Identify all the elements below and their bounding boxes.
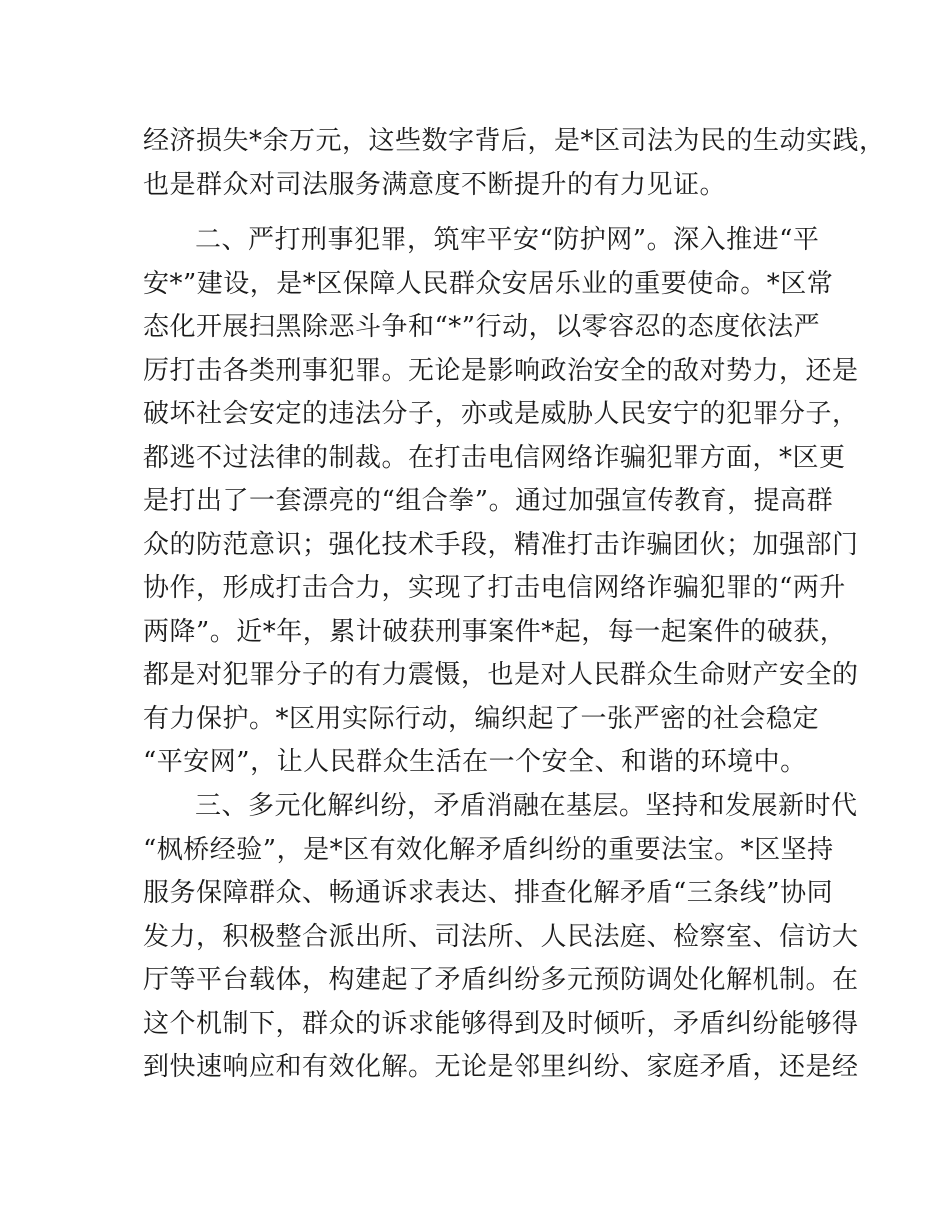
paragraph-line: 厉打击各类刑事犯罪。无论是影响政治安全的敌对势力，还是 — [143, 355, 859, 386]
paragraph-1 — [143, 120, 886, 207]
paragraph-2 — [143, 219, 859, 785]
paragraph-line: 到快速响应和有效化解。无论是邻里纠纷、家庭矛盾，还是经 — [143, 1052, 859, 1082]
paragraph-line: 二、严打刑事犯罪，筑牢平安“防护网”。深入推进“平 — [195, 225, 820, 255]
paragraph-line: 安*”建设，是*区保障人民群众安居乐业的重要使命。*区常 — [143, 268, 834, 299]
paragraph-line: “平安网”，让人民群众生活在一个安全、和谐的环境中。 — [143, 747, 807, 777]
paragraph-line: 态化开展扫黑除恶斗争和“*”行动，以零容忍的态度依法严 — [143, 312, 821, 342]
paragraph-line: 发力，积极整合派出所、司法所、人民法庭、检察室、信访大 — [143, 921, 859, 952]
paragraph-line: 三、多元化解纠纷，矛盾消融在基层。坚持和发展新时代 — [195, 791, 858, 821]
paragraph-line: 这个机制下，群众的诉求能够得到及时倾听，矛盾纠纷能够得 — [143, 1008, 859, 1039]
paragraph-line: 众的防范意识；强化技术手段，精准打击诈骗团伙；加强部门 — [143, 529, 859, 560]
paragraph-line: 服务保障群众、畅通诉求表达、排查化解矛盾“三条线”协同 — [143, 878, 834, 908]
paragraph-line: 协作，形成打击合力，实现了打击电信网络诈骗犯罪的“两升 — [143, 573, 846, 603]
paragraph-line: 都逃不过法律的制裁。在打击电信网络诈骗犯罪方面，*区更 — [143, 442, 846, 473]
paragraph-line: 有力保护。*区用实际行动，编织起了一张严密的社会稳定 — [143, 703, 820, 734]
paragraph-line: 是打出了一套漂亮的“组合拳”。通过加强宣传教育，提高群 — [143, 486, 834, 516]
paragraph-line: “枫桥经验”，是*区有效化解矛盾纠纷的重要法宝。*区坚持 — [143, 834, 834, 865]
paragraph-line: 厅等平台载体，构建起了矛盾纠纷多元预防调处化解机制。在 — [143, 965, 859, 995]
paragraph-3 — [143, 785, 859, 1090]
paragraph-line: 都是对犯罪分子的有力震慑，也是对人民群众生命财产安全的 — [143, 660, 859, 690]
paragraph-line: 两降”。近*年，累计破获刑事案件*起，每一起案件的破获， — [143, 616, 847, 647]
paragraph-line: 也是群众对司法服务满意度不断提升的有力见证。 — [143, 169, 727, 200]
paragraph-line: 经济损失*余万元，这些数字背后，是*区司法为民的生动实践， — [143, 126, 886, 156]
paragraph-line: 破坏社会安定的违法分子，亦或是威胁人民安宁的犯罪分子， — [143, 399, 859, 429]
